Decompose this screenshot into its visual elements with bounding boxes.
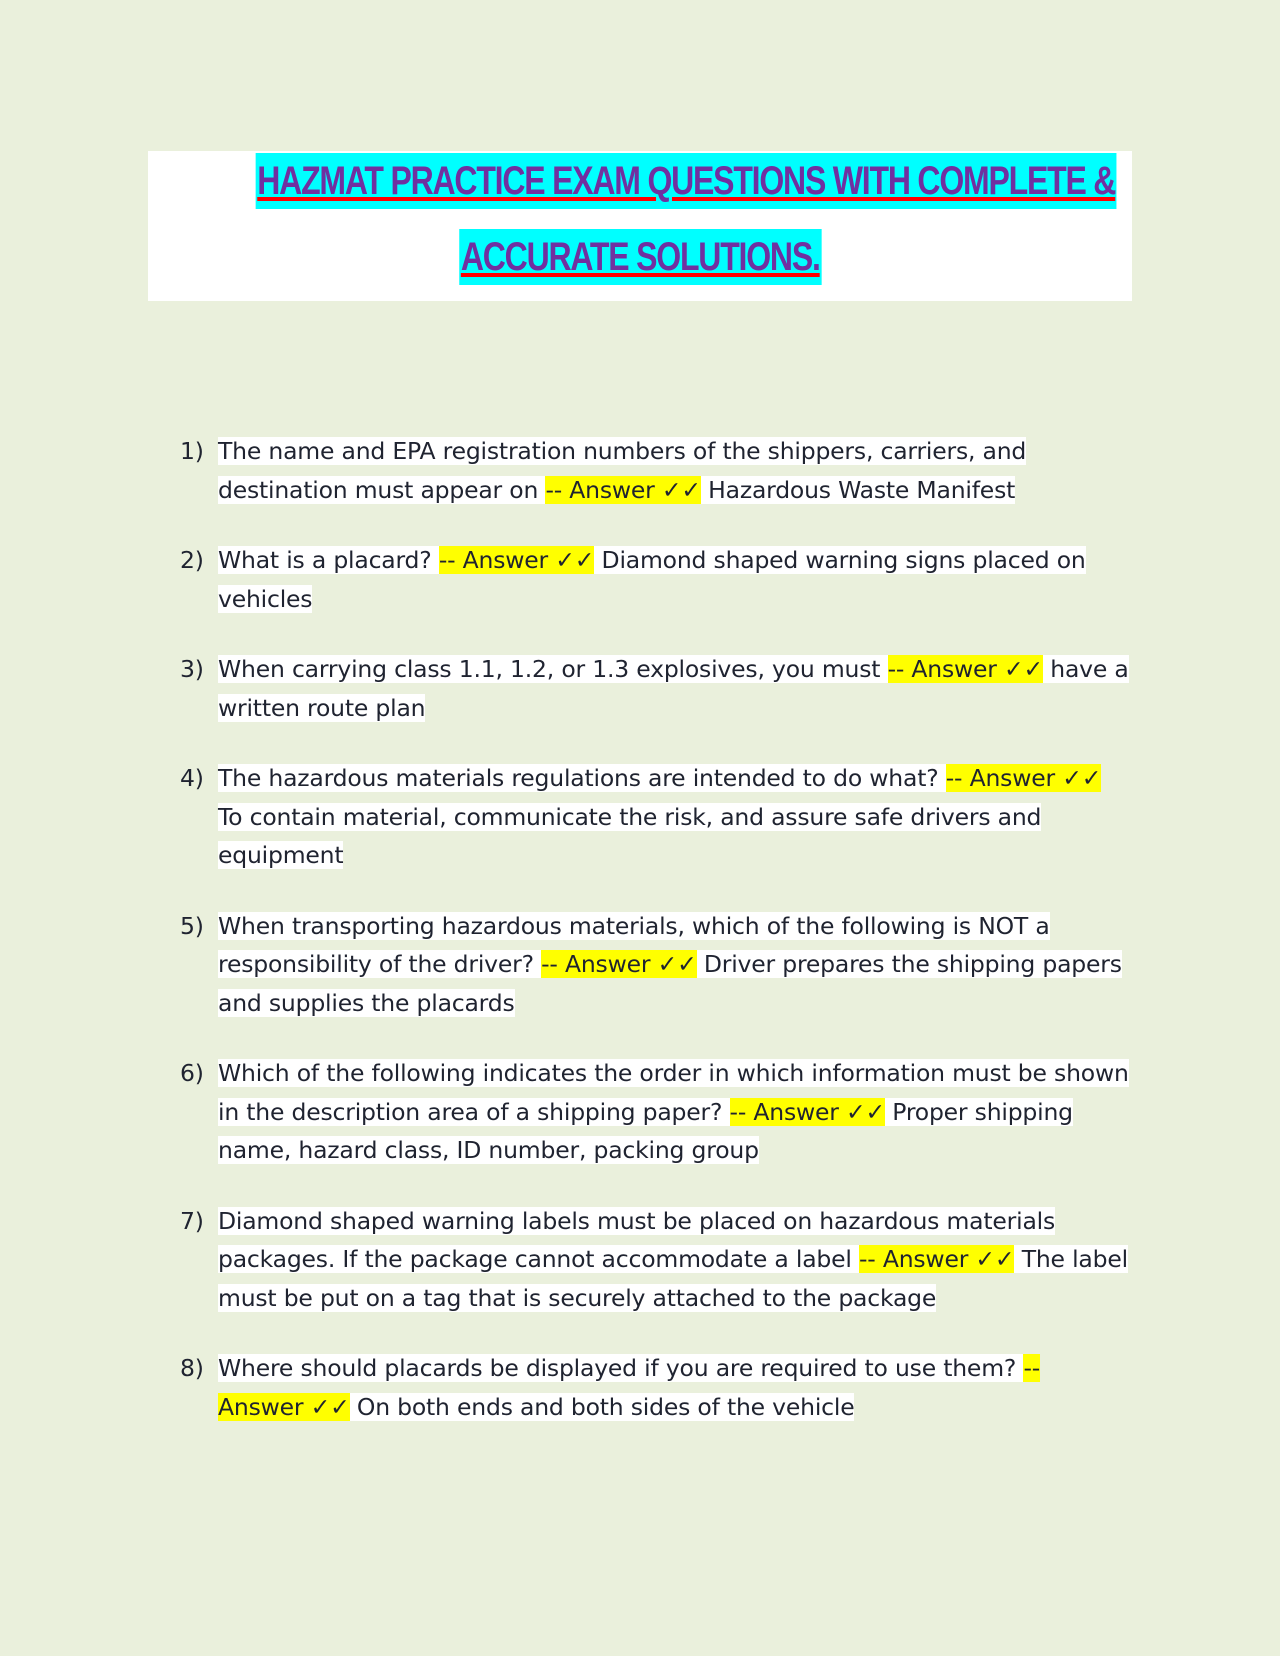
title-line-2-wrap: [148, 227, 1132, 303]
question-list: [180, 432, 1130, 1458]
question-number: 4): [180, 764, 204, 792]
answer-text: Driver prepares the shipping papers and supplies the placards: [218, 950, 1122, 1017]
answer-text: Hazardous Waste Manifest: [708, 475, 1016, 504]
question-text: The hazardous materials regulations are intended to do what?: [218, 764, 939, 792]
answer-marker: -- Answer ✓✓: [545, 475, 701, 504]
answer-text: The label must be put on a tag that is securely attached to the package: [218, 1245, 1128, 1312]
answer-marker: -- Answer ✓✓: [541, 950, 697, 978]
question-item-1: [180, 432, 1130, 509]
answer-text: Proper shipping name, hazard class, ID number, packing group: [218, 1097, 1073, 1164]
question-number: 3): [180, 655, 204, 683]
question-number: 8): [180, 1354, 204, 1382]
question-number: 6): [180, 1059, 204, 1087]
answer-marker: -- Answer ✓✓: [887, 655, 1043, 683]
answer-marker: -- Answer ✓✓: [858, 1245, 1015, 1273]
answer-text: To contain material, communicate the risk, and assure safe drivers and equipment: [218, 802, 1042, 869]
question-item-6: [180, 1054, 1130, 1170]
question-text: Which of the following indicates the order in which information must be shown in the description area of a shipping paper?: [218, 1059, 1129, 1126]
question-item-3: [180, 650, 1130, 727]
answer-marker: -- Answer ✓✓: [438, 546, 595, 574]
question-text: The name and EPA registration numbers of the shippers, carriers, and destination must appear on: [218, 437, 1027, 504]
question-item-4: [180, 759, 1130, 875]
question-number: 7): [180, 1206, 204, 1235]
question-number: 2): [180, 546, 204, 574]
answer-text: Diamond shaped warning signs placed on vehicles: [218, 546, 1086, 613]
question-text: When transporting hazardous materials, which of the following is NOT a responsibility of the driver?: [218, 911, 1050, 978]
question-number: 1): [180, 437, 204, 465]
question-item-8: [180, 1349, 1130, 1426]
question-text: Where should placards be displayed if you are required to use them?: [218, 1354, 1017, 1382]
answer-text: have a written route plan: [218, 655, 1129, 722]
question-item-2: [180, 541, 1130, 618]
title-box: [148, 151, 1132, 301]
question-item-5: [180, 907, 1130, 1023]
answer-marker: -- Answer ✓✓: [729, 1097, 885, 1126]
document-title-line-2: ACCURATE SOLUTIONS.: [459, 229, 821, 285]
document-title-line-1: HAZMAT PRACTICE EXAM QUESTIONS WITH COMPLETE &: [256, 153, 1117, 209]
answer-marker: -- Answer ✓✓: [218, 1354, 1040, 1421]
answer-marker: -- Answer ✓✓: [945, 764, 1102, 792]
question-number: 5): [180, 911, 204, 940]
title-line-1-wrap: [148, 151, 1132, 227]
question-text: What is a placard?: [218, 546, 432, 574]
question-text: When carrying class 1.1, 1.2, or 1.3 explosives, you must: [218, 655, 881, 683]
question-item-7: [180, 1202, 1130, 1318]
question-text: Diamond shaped warning labels must be placed on hazardous materials packages. If the package cannot accommodate a label: [218, 1206, 1056, 1273]
answer-text: On both ends and both sides of the vehicle: [356, 1392, 855, 1421]
